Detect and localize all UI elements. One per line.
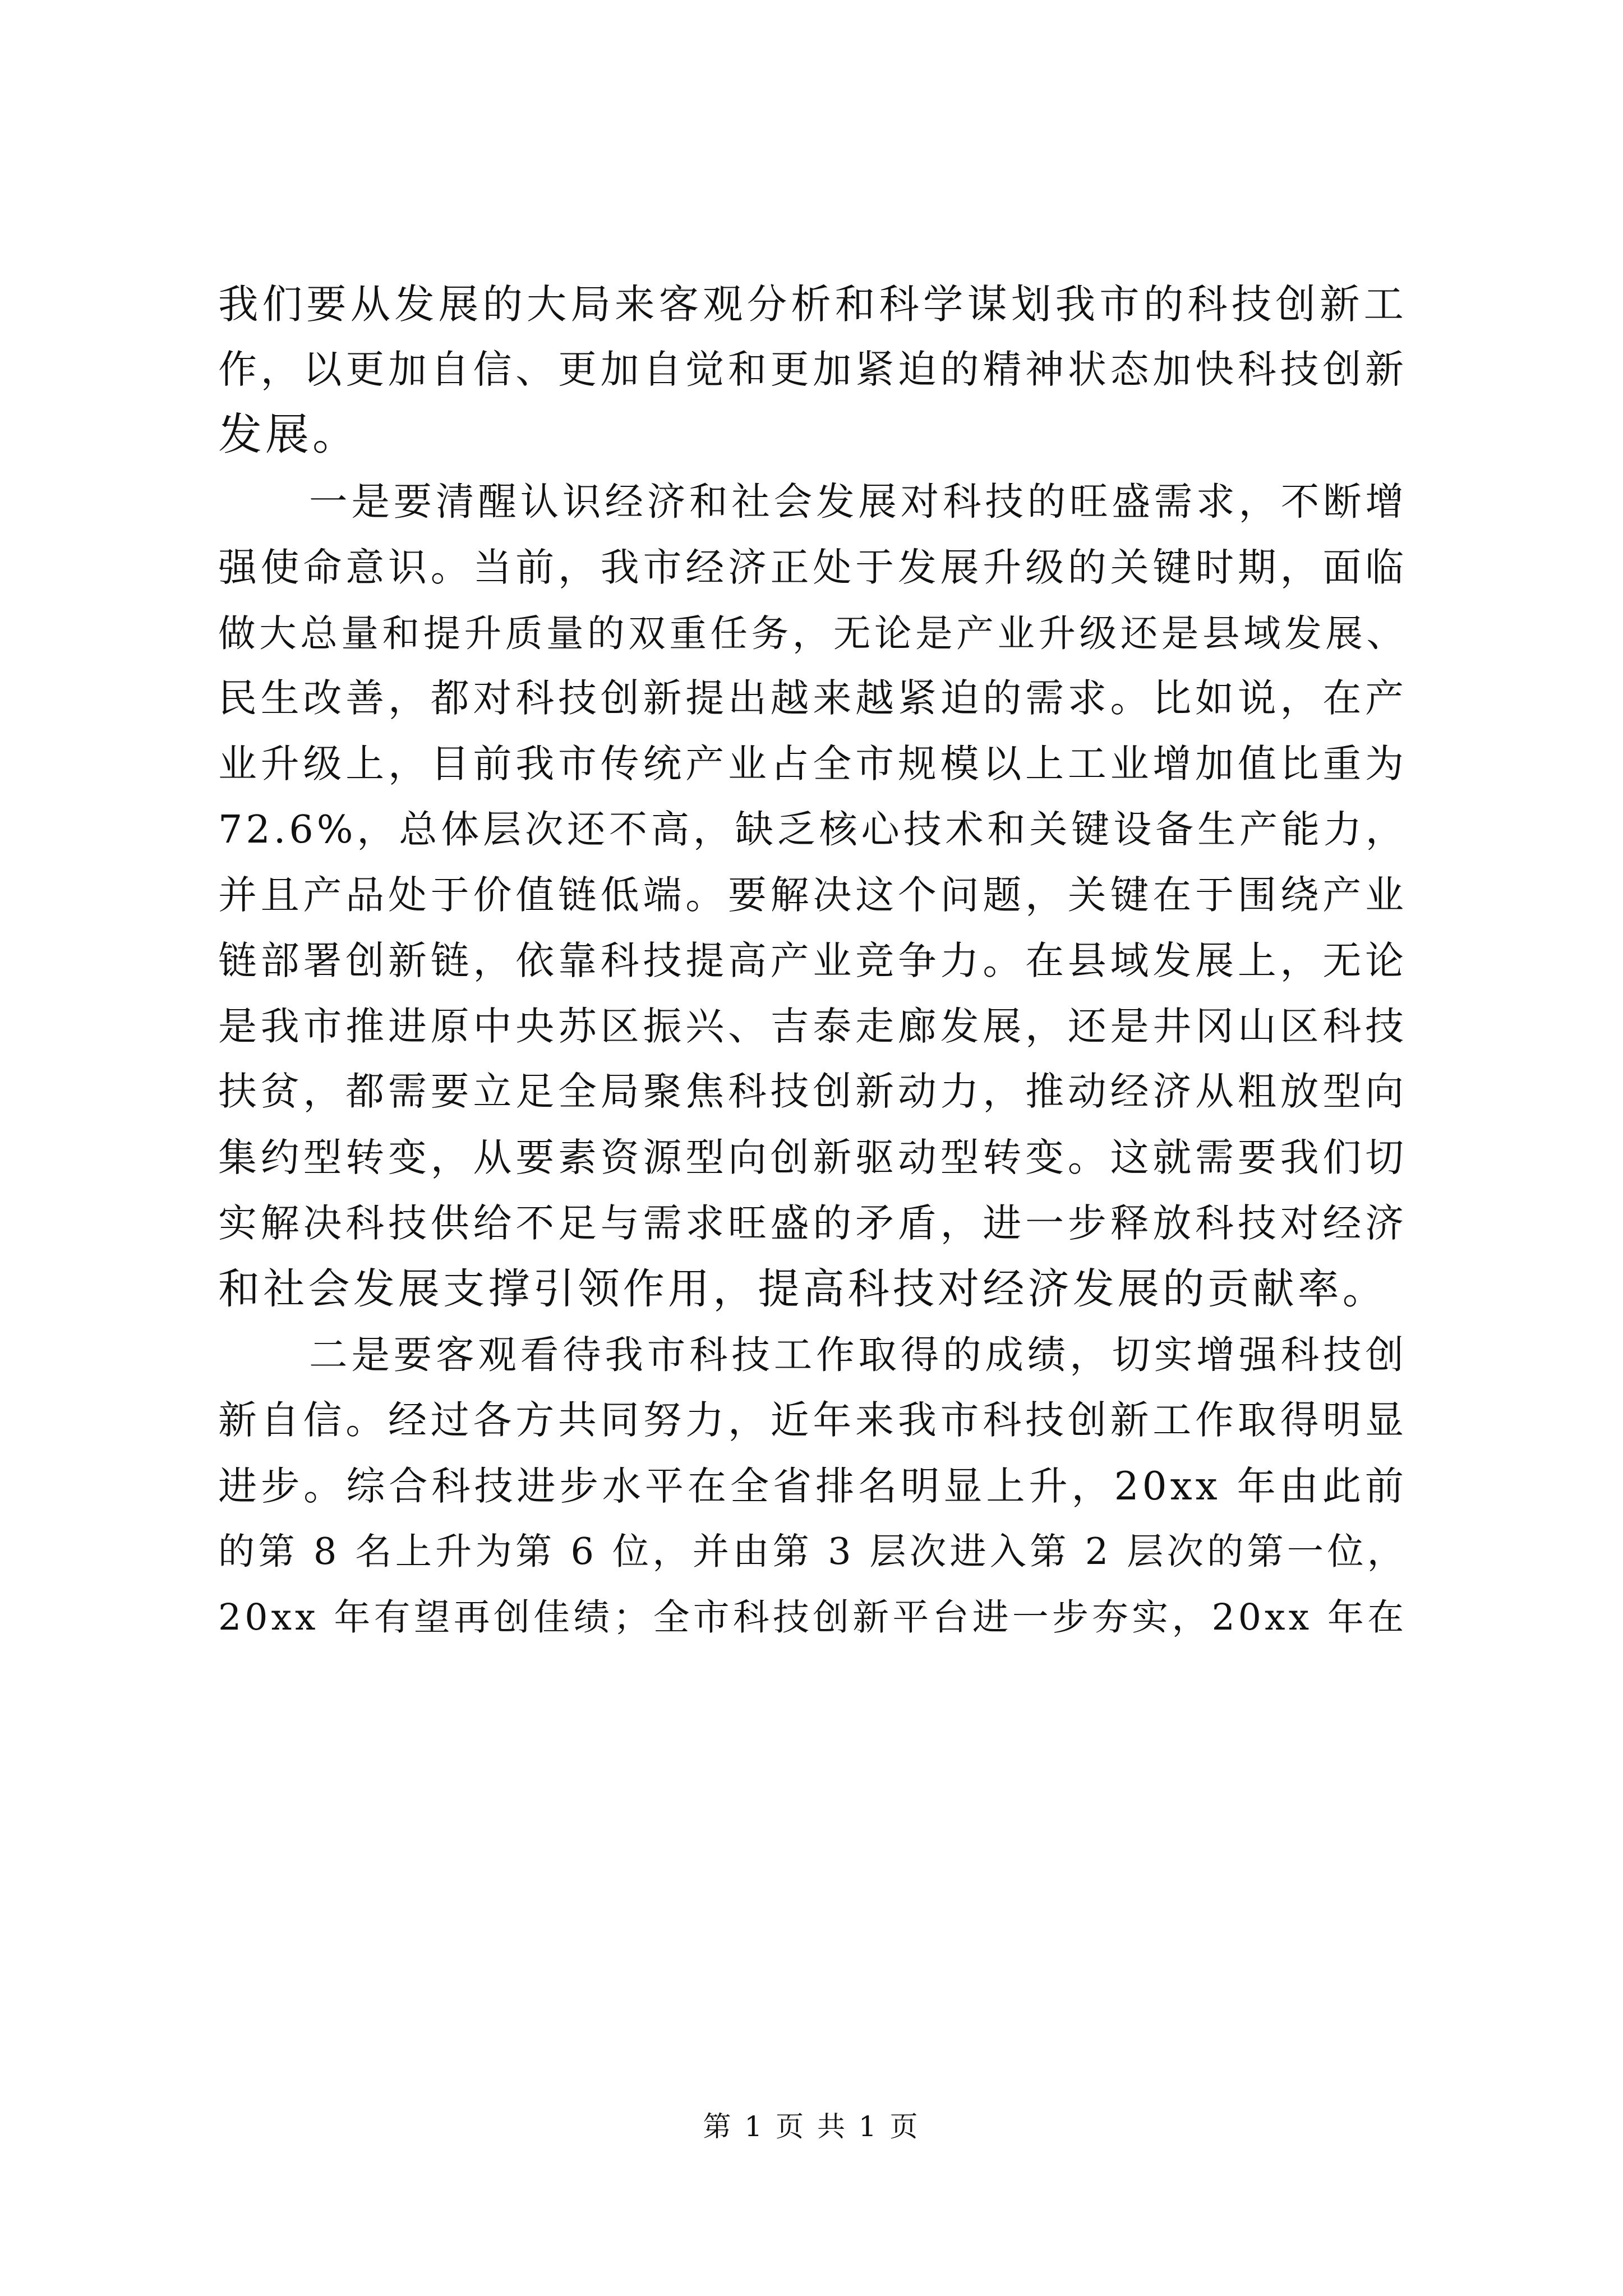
text-line: 是我市推进原中央苏区振兴、吉泰走廊发展，还是井冈山区科技 bbox=[218, 1004, 1407, 1049]
text-line: 新自信。经过各方共同努力，近年来我市科技创新工作取得明显 bbox=[218, 1398, 1407, 1443]
text-line: 72.6%，总体层次还不高，缺乏核心技术和关键设备生产能力， bbox=[218, 808, 1407, 852]
text-line: 和社会发展支撑引领作用，提高科技对经济发展的贡献率。 bbox=[218, 1265, 1387, 1313]
text-line: 作，以更加自信、更加自觉和更加紧迫的精神状态加快科技创新 bbox=[218, 347, 1407, 392]
text-line: 民生改善，都对科技创新提出越来越紧迫的需求。比如说，在产 bbox=[218, 676, 1407, 721]
text-line: 扶贫，都需要立足全局聚焦科技创新动力，推动经济从粗放型向 bbox=[218, 1069, 1407, 1114]
text-line: 并且产品处于价值链低端。要解决这个问题，关键在于围绕产业 bbox=[218, 873, 1407, 918]
text-line: 发展。 bbox=[218, 409, 360, 460]
page-number-footer: 第 1 页 共 1 页 bbox=[703, 2110, 920, 2143]
text-line: 我们要从发展的大局来客观分析和科学谋划我市的科技创新工 bbox=[218, 281, 1407, 328]
text-line: 集约型转变，从要素资源型向创新驱动型转变。这就需要我们切 bbox=[218, 1135, 1407, 1180]
text-line: 的第 8 名上升为第 6 位，并由第 3 层次进入第 2 层次的第一位， bbox=[218, 1530, 1407, 1573]
text-line: 业升级上，目前我市传统产业占全市规模以上工业增加值比重为 bbox=[218, 742, 1407, 786]
text-line: 做大总量和提升质量的双重任务，无论是产业升级还是县域发展、 bbox=[218, 611, 1407, 655]
text-line: 实解决科技供给不足与需求旺盛的矛盾，进一步释放科技对经济 bbox=[218, 1201, 1407, 1246]
text-line: 一是要清醒认识经济和社会发展对科技的旺盛需求，不断增 bbox=[309, 480, 1407, 524]
text-line: 20xx 年有望再创佳绩；全市科技创新平台进一步夯实，20xx 年在 bbox=[218, 1596, 1407, 1639]
text-line: 强使命意识。当前，我市经济正处于发展升级的关键时期，面临 bbox=[218, 545, 1407, 590]
text-line: 进步。综合科技进步水平在全省排名明显上升，20xx 年由此前 bbox=[218, 1464, 1407, 1509]
text-line: 二是要客观看待我市科技工作取得的成绩，切实增强科技创 bbox=[309, 1333, 1407, 1378]
text-line: 链部署创新链，依靠科技提高产业竞争力。在县域发展上，无论 bbox=[218, 938, 1407, 983]
